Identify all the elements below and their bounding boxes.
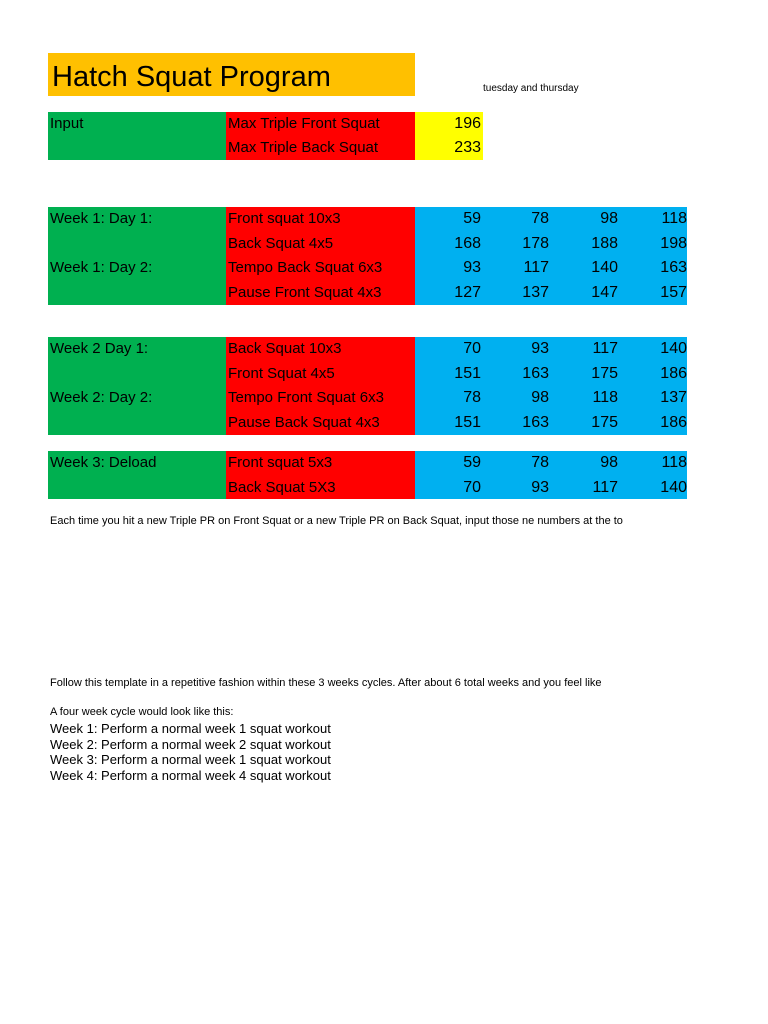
week3-label: Week 3: Deload [50, 454, 157, 471]
value-cell: 78 [463, 389, 481, 406]
value-cell: 98 [600, 454, 618, 471]
value-cell: 168 [454, 234, 481, 252]
week3-day-cell [48, 451, 226, 499]
value-cell: 163 [522, 413, 549, 431]
week1-col4 [618, 207, 687, 305]
value-cell: 118 [592, 389, 618, 406]
exercise-label: Tempo Back Squat 6x3 [228, 259, 383, 276]
week1-day2-label: Week 1: Day 2: [50, 259, 153, 276]
week2-col2 [481, 337, 549, 435]
exercise-label: Front squat 5x3 [228, 454, 333, 471]
week1-col1 [415, 207, 481, 305]
value-cell: 147 [591, 283, 618, 301]
input-name-front: Max Triple Front Squat [228, 115, 380, 132]
week2-col4 [618, 337, 687, 435]
value-cell: 163 [660, 259, 687, 276]
input-value-front[interactable]: 196 [454, 115, 481, 132]
week1-day1-label: Week 1: Day 1: [50, 210, 153, 227]
week3-col1 [415, 451, 481, 499]
value-cell: 93 [531, 340, 549, 357]
value-cell: 59 [463, 454, 481, 471]
value-cell: 186 [660, 413, 687, 431]
cycle-intro: A four week cycle would look like this: [50, 706, 234, 718]
week2-day2-label: Week 2: Day 2: [50, 389, 153, 406]
value-cell: 188 [591, 234, 618, 252]
week2-col1 [415, 337, 481, 435]
schedule-note: tuesday and thursday [483, 83, 579, 94]
value-cell: 98 [600, 210, 618, 227]
value-cell: 118 [661, 210, 687, 227]
input-value-back[interactable]: 233 [454, 138, 481, 156]
exercise-label: Back Squat 4x5 [228, 234, 334, 252]
value-cell: 137 [522, 283, 549, 301]
value-cell: 140 [660, 340, 687, 357]
pr-note: Each time you hit a new Triple PR on Front Squat or a new Triple PR on Back Squat, input those ne numbers at the to [50, 515, 623, 527]
follow-note: Follow this template in a repetitive fashion within these 3 weeks cycles. After about 6 total weeks and you feel like [50, 677, 602, 689]
page-title: Hatch Squat Program [48, 53, 415, 96]
value-cell: 186 [660, 364, 687, 382]
value-cell: 70 [463, 340, 481, 357]
week3-col4 [618, 451, 687, 499]
value-cell: 98 [531, 389, 549, 406]
value-cell: 59 [463, 210, 481, 227]
value-cell: 198 [660, 234, 687, 252]
value-cell: 93 [531, 478, 549, 496]
cycle-line: Week 4: Perform a normal week 4 squat workout [50, 767, 331, 783]
exercise-label: Pause Front Squat 4x3 [228, 283, 382, 301]
input-label: Input [50, 115, 84, 132]
week1-spacer [48, 232, 226, 257]
value-cell: 163 [522, 364, 549, 382]
value-cell: 175 [591, 413, 618, 431]
week1-col3 [549, 207, 618, 305]
value-cell: 118 [661, 454, 687, 471]
week2-exercise-cell [226, 337, 415, 435]
week2-col3 [549, 337, 618, 435]
exercise-label: Back Squat 5X3 [228, 478, 336, 496]
week1-exercise-cell [226, 207, 415, 305]
value-cell: 151 [454, 413, 481, 431]
week1-values-cell [415, 207, 687, 305]
exercise-label: Tempo Front Squat 6x3 [228, 389, 384, 406]
value-cell: 70 [463, 478, 481, 496]
value-cell: 178 [522, 234, 549, 252]
input-values-cell[interactable] [415, 112, 483, 160]
value-cell: 140 [660, 478, 687, 496]
value-cell: 117 [523, 259, 549, 276]
value-cell: 117 [592, 340, 618, 357]
cycle-line: Week 1: Perform a normal week 1 squat workout [50, 721, 331, 736]
value-cell: 140 [591, 259, 618, 276]
cycle-line: Week 3: Perform a normal week 1 squat workout [50, 752, 331, 767]
value-cell: 117 [592, 478, 618, 496]
week3-values-cell [415, 451, 687, 499]
value-cell: 137 [660, 389, 687, 406]
exercise-label: Front squat 10x3 [228, 210, 341, 227]
exercise-label: Front Squat 4x5 [228, 364, 335, 382]
value-cell: 151 [454, 364, 481, 382]
value-cell: 78 [531, 454, 549, 471]
value-cell: 157 [660, 283, 687, 301]
input-names-cell [226, 112, 415, 160]
value-cell: 127 [454, 283, 481, 301]
week1-day-cell [48, 207, 226, 305]
value-cell: 175 [591, 364, 618, 382]
week2-values-cell [415, 337, 687, 435]
cycle-line: Week 2: Perform a normal week 2 squat workout [50, 736, 331, 752]
value-cell: 93 [463, 259, 481, 276]
week2-spacer [48, 362, 226, 387]
week2-day-cell [48, 337, 226, 435]
week3-exercise-cell [226, 451, 415, 499]
week3-col3 [549, 451, 618, 499]
input-label-cell [48, 112, 226, 160]
value-cell: 78 [531, 210, 549, 227]
cycle-list [50, 721, 331, 783]
week3-col2 [481, 451, 549, 499]
exercise-label: Pause Back Squat 4x3 [228, 413, 380, 431]
week1-col2 [481, 207, 549, 305]
input-name-back: Max Triple Back Squat [228, 138, 379, 156]
week2-day1-label: Week 2 Day 1: [50, 340, 149, 357]
exercise-label: Back Squat 10x3 [228, 340, 342, 357]
